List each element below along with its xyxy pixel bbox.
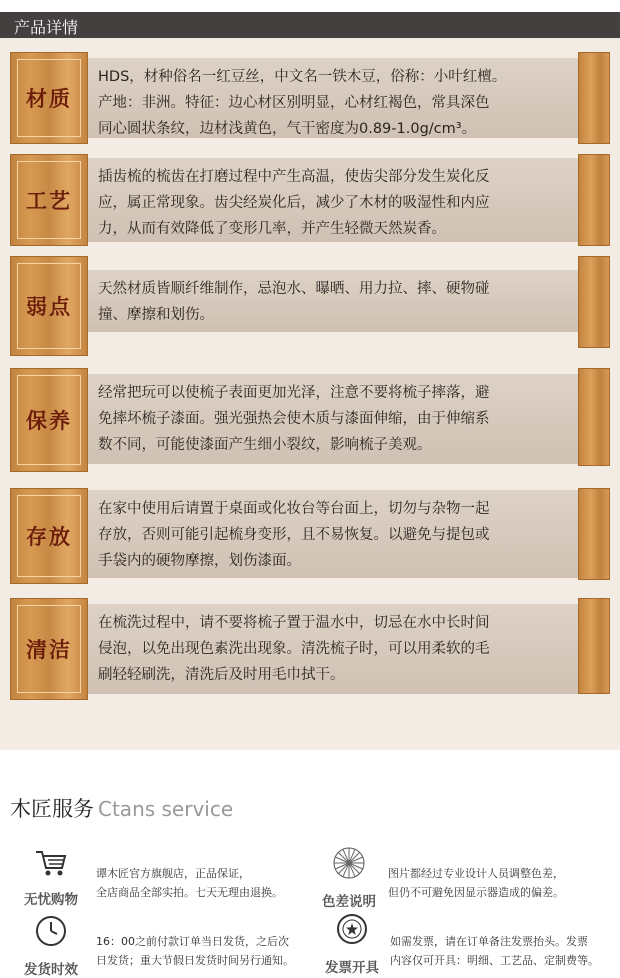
service-label: 无忧购物 bbox=[24, 892, 78, 908]
service-desc bbox=[96, 932, 318, 970]
detail-label-card bbox=[10, 488, 88, 584]
service-label: 发票开具 bbox=[325, 960, 379, 976]
detail-line: 力，从而有效降低了变形几率，并产生轻微天然炭香。 bbox=[98, 221, 446, 237]
detail-text-panel bbox=[88, 374, 578, 464]
detail-line: HDS，材种俗名一红豆丝，中文名一铁木豆，俗称：小叶红檀。 bbox=[98, 69, 507, 85]
detail-label: 清洁 bbox=[26, 638, 72, 662]
detail-label: 弱点 bbox=[26, 295, 72, 319]
detail-line: 同心圆状条纹，边材浅黄色，气干密度为0.89-1.0g/cm³。 bbox=[98, 121, 477, 137]
detail-line: 在梳洗过程中，请不要将梳子置于温水中，切忌在水中长时间 bbox=[98, 615, 490, 631]
service-line: 16：00之前付款订单当日发货，之后次 bbox=[96, 935, 289, 948]
service-item-invoice bbox=[314, 912, 390, 976]
detail-line: 手袋内的硬物摩擦，划伤漆面。 bbox=[98, 553, 301, 569]
wood-edge-decoration bbox=[578, 52, 610, 144]
service-line: 图片都经过专业设计人员调整色差， bbox=[388, 867, 564, 880]
wood-edge-decoration bbox=[578, 154, 610, 246]
service-item-color bbox=[314, 846, 384, 910]
top-spacer bbox=[0, 0, 620, 12]
service-desc bbox=[96, 864, 311, 902]
service-line: 全店商品全部实拍。七天无理由退换。 bbox=[96, 886, 283, 899]
detail-text-panel bbox=[88, 158, 578, 242]
service-item-shipping bbox=[16, 914, 86, 978]
detail-label-card bbox=[10, 598, 88, 700]
service-label: 色差说明 bbox=[322, 894, 376, 910]
shopping-cart-icon bbox=[16, 848, 86, 886]
service-line: 内容仅可开具：明细、工艺品、定制费等。 bbox=[390, 954, 599, 967]
detail-label-card bbox=[10, 154, 88, 246]
section-title: 产品详情 bbox=[14, 18, 79, 37]
detail-row-material bbox=[0, 52, 620, 144]
detail-label: 材质 bbox=[26, 87, 72, 111]
service-title-en: Ctans service bbox=[98, 797, 234, 821]
detail-label: 存放 bbox=[26, 525, 72, 549]
service-line: 日发货；重大节假日发货时间另行通知。 bbox=[96, 954, 294, 967]
wood-edge-decoration bbox=[578, 256, 610, 348]
detail-line: 在家中使用后请置于桌面或化妆台等台面上，切勿与杂物一起 bbox=[98, 501, 490, 517]
detail-label-card bbox=[10, 368, 88, 472]
detail-label: 工艺 bbox=[26, 189, 72, 213]
color-wheel-icon bbox=[314, 846, 384, 888]
detail-line: 经常把玩可以使梳子表面更加光泽，注意不要将梳子摔落，避 bbox=[98, 385, 490, 401]
detail-line: 侵泡，以免出现色素洗出现象。清洗梳子时，可以用柔软的毛 bbox=[98, 641, 490, 657]
detail-label-card bbox=[10, 256, 88, 356]
service-desc bbox=[388, 864, 613, 902]
invoice-stamp-icon bbox=[314, 912, 390, 954]
service-line: 但仍不可避免因显示器造成的偏差。 bbox=[388, 886, 564, 899]
service-item-shopping bbox=[16, 848, 86, 908]
detail-row-weakness bbox=[0, 256, 620, 356]
detail-text-panel bbox=[88, 270, 578, 332]
wood-edge-decoration bbox=[578, 598, 610, 694]
detail-row-storage bbox=[0, 488, 620, 584]
service-label: 发货时效 bbox=[24, 962, 78, 978]
detail-label: 保养 bbox=[26, 409, 72, 433]
detail-label-card bbox=[10, 52, 88, 144]
wood-edge-decoration bbox=[578, 368, 610, 466]
detail-text-panel bbox=[88, 604, 578, 694]
detail-text-panel bbox=[88, 490, 578, 578]
service-heading bbox=[10, 793, 233, 823]
detail-row-care bbox=[0, 368, 620, 472]
detail-row-cleaning bbox=[0, 598, 620, 700]
service-line: 如需发票，请在订单备注发票抬头。发票 bbox=[390, 935, 588, 948]
clock-icon bbox=[16, 914, 86, 956]
detail-line: 应，属正常现象。齿尖经炭化后，减少了木材的吸湿性和内应 bbox=[98, 195, 490, 211]
service-desc bbox=[390, 932, 616, 970]
detail-text-panel bbox=[88, 58, 578, 138]
detail-line: 存放，否则可能引起梳身变形，且不易恢复。以避免与提包或 bbox=[98, 527, 490, 543]
wood-edge-decoration bbox=[578, 488, 610, 580]
service-line: 谭木匠官方旗舰店，正品保证， bbox=[96, 867, 250, 880]
detail-line: 插齿梳的梳齿在打磨过程中产生高温，使齿尖部分发生炭化反 bbox=[98, 169, 490, 185]
detail-line: 数不同，可能使漆面产生细小裂纹，影响梳子美观。 bbox=[98, 437, 432, 453]
detail-line: 免摔坏梳子漆面。强光强热会使木质与漆面伸缩，由于伸缩系 bbox=[98, 411, 490, 427]
detail-line: 撞、摩擦和划伤。 bbox=[98, 307, 214, 323]
detail-line: 产地：非洲。特征：边心材区别明显，心材红褐色，常具深色 bbox=[98, 95, 490, 111]
product-details bbox=[0, 38, 620, 750]
service-title: 木匠服务 bbox=[10, 797, 94, 821]
detail-line: 刷轻轻刷洗，清洗后及时用毛巾拭干。 bbox=[98, 667, 345, 683]
section-header bbox=[0, 12, 620, 38]
detail-row-craft bbox=[0, 154, 620, 246]
detail-line: 天然材质皆顺纤维制作，忌泡水、曝晒、用力拉、摔、硬物碰 bbox=[98, 281, 490, 297]
